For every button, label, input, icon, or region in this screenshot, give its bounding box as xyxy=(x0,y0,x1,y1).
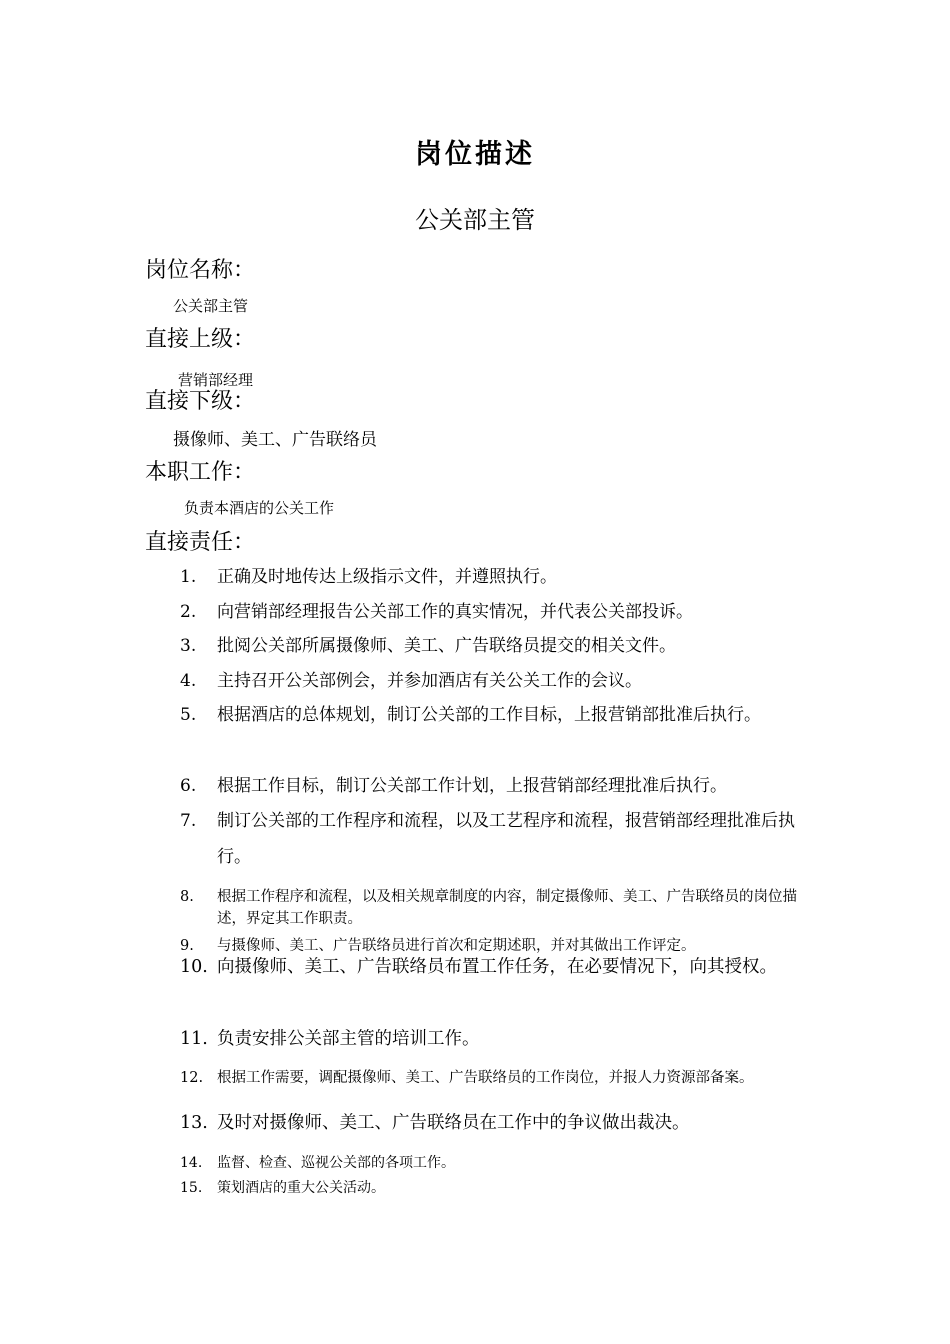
list-item-number: 4. xyxy=(180,671,197,691)
list-item-text: 向营销部经理报告公关部工作的真实情况，并代表公关部投诉。 xyxy=(217,602,693,622)
list-item-text: 批阅公关部所属摄像师、美工、广告联络员提交的相关文件。 xyxy=(217,636,676,656)
list-item-number: 5. xyxy=(180,705,197,725)
list-item-text: 监督、检查、巡视公关部的各项工作。 xyxy=(217,1155,455,1171)
document-title: 岗位描述 xyxy=(415,139,535,170)
main-duty-heading: 本职工作： xyxy=(145,460,256,485)
list-item-number: 10. xyxy=(180,957,208,977)
main-duty-value: 负责本酒店的公关工作 xyxy=(184,499,335,517)
list-item-text: 策划酒店的重大公关活动。 xyxy=(217,1180,385,1196)
list-item-text: 向摄像师、美工、广告联络员布置工作任务，在必要情况下，向其授权。 xyxy=(217,957,777,977)
list-item-number: 3. xyxy=(180,636,197,656)
list-item-text: 根据工作目标，制订公关部工作计划，上报营销部经理批准后执行。 xyxy=(217,776,727,796)
responsibilities-heading: 直接责任： xyxy=(145,530,256,555)
list-item-text: 负责安排公关部主管的培训工作。 xyxy=(217,1029,480,1049)
list-item-text: 制订公关部的工作程序和流程，以及工艺程序和流程，报营销部经理批准后执行。 xyxy=(217,811,795,867)
list-item-text: 根据工作程序和流程，以及相关规章制度的内容，制定摄像师、美工、广告联络员的岗位描述，界定其工作职责。 xyxy=(217,889,797,927)
list-item-number: 7. xyxy=(180,811,197,831)
list-item-number: 2. xyxy=(180,602,197,622)
list-item-number: 12. xyxy=(180,1070,204,1086)
list-item-number: 8. xyxy=(180,889,194,905)
list-item-text: 正确及时地传达上级指示文件，并遵照执行。 xyxy=(217,567,557,587)
list-item-number: 11. xyxy=(180,1029,208,1049)
direct-superior-heading: 直接上级： xyxy=(145,327,256,352)
list-item-text: 及时对摄像师、美工、广告联络员在工作中的争议做出裁决。 xyxy=(217,1113,690,1133)
list-item-text: 根据工作需要，调配摄像师、美工、广告联络员的工作岗位，并报人力资源部备案。 xyxy=(217,1070,754,1086)
list-item-number: 13. xyxy=(180,1113,208,1133)
list-item-text: 根据酒店的总体规划，制订公关部的工作目标，上报营销部批准后执行。 xyxy=(217,705,761,725)
direct-subordinates-value: 摄像师、美工、广告联络员 xyxy=(173,430,377,450)
position-name-value: 公关部主管 xyxy=(173,297,249,315)
document-subtitle: 公关部主管 xyxy=(415,206,535,234)
list-item-number: 1. xyxy=(180,567,197,587)
list-item-number: 6. xyxy=(180,776,197,796)
list-item-text: 与摄像师、美工、广告联络员进行首次和定期述职，并对其做出工作评定。 xyxy=(217,938,696,954)
list-item-text: 主持召开公关部例会，并参加酒店有关公关工作的会议。 xyxy=(217,671,642,691)
position-name-heading: 岗位名称： xyxy=(145,258,256,283)
list-item-number: 14. xyxy=(180,1155,203,1171)
list-item-number: 9. xyxy=(180,938,194,954)
list-item-number: 15. xyxy=(180,1180,203,1196)
direct-superior-value: 营销部经理 xyxy=(178,371,254,389)
direct-subordinates-heading: 直接下级： xyxy=(145,389,256,414)
